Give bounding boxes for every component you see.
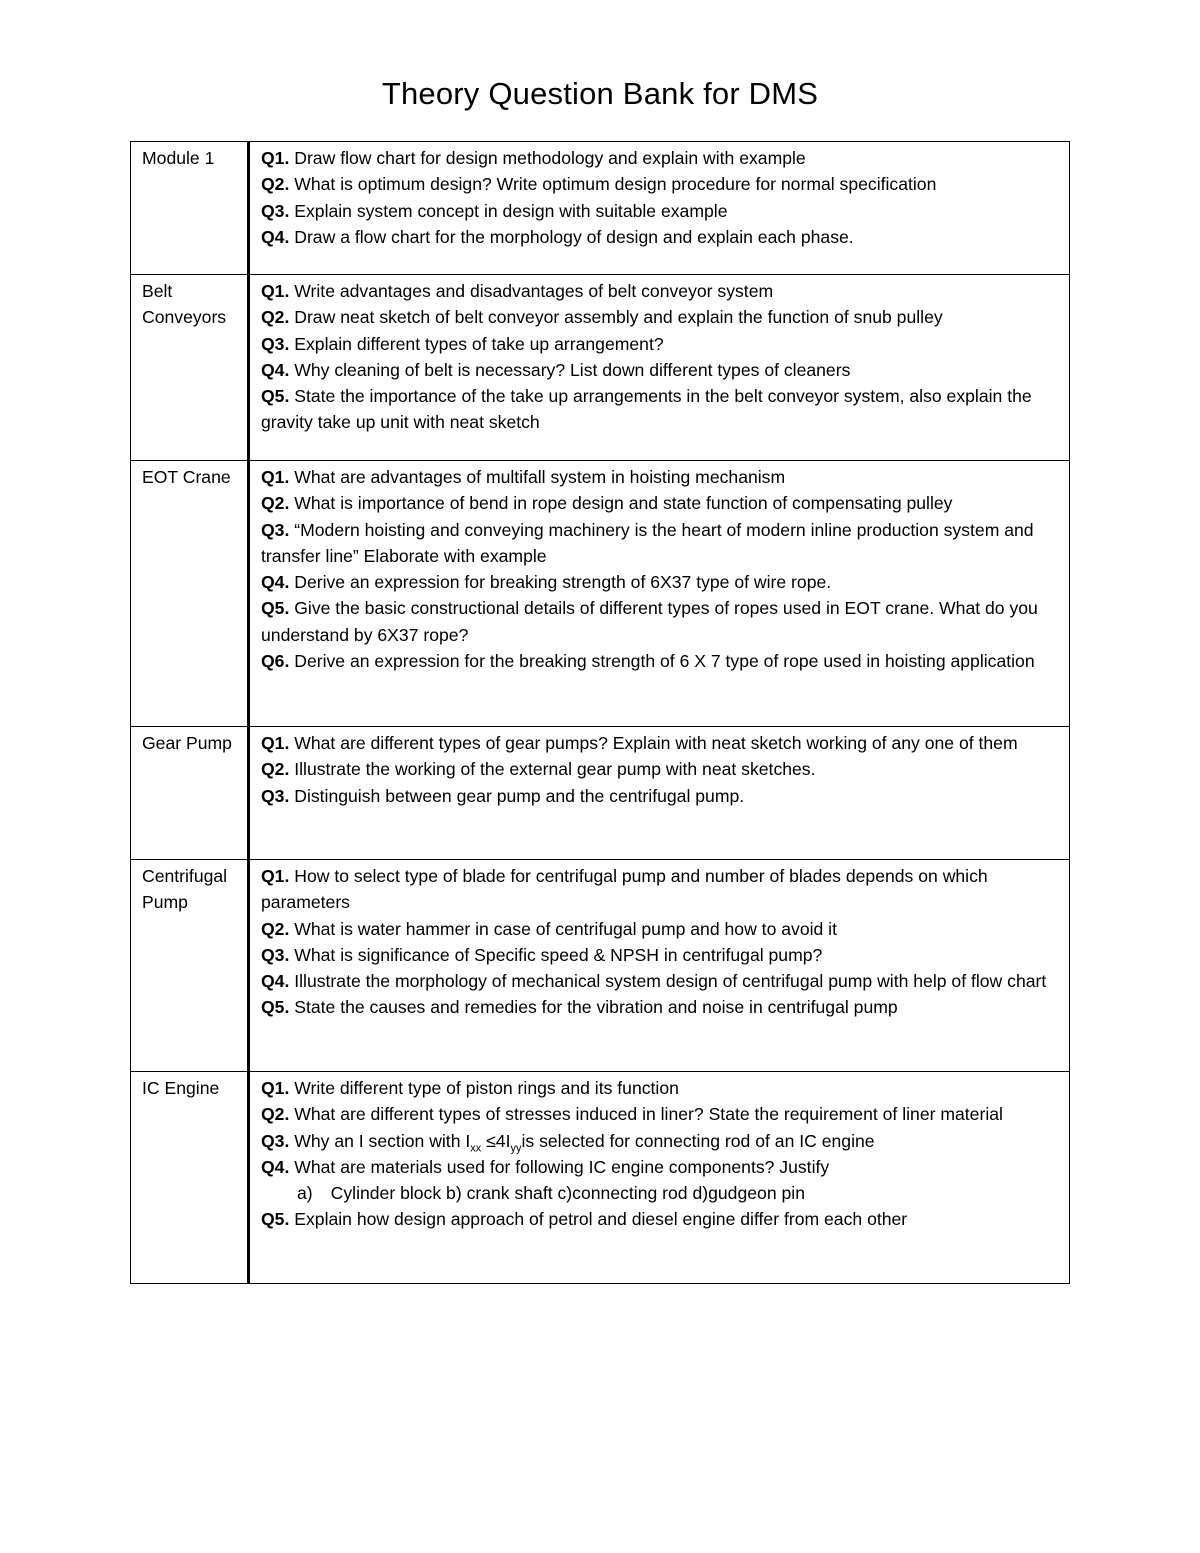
module-name: EOT Crane	[131, 461, 249, 727]
question-sub-options: a) Cylinder block b) crank shaft c)connecting rod d)gudgeon pin	[297, 1183, 805, 1204]
question-item: Q4. Derive an expression for breaking strength of 6X37 type of wire rope.	[261, 572, 832, 593]
question-item: Q3. What is significance of Specific speed & NPSH in centrifugal pump?	[261, 944, 823, 965]
question-item: Q4. What are materials used for following IC engine components? Justify	[261, 1156, 830, 1177]
question-item: Q3. “Modern hoisting and conveying machinery is the heart of modern inline production system and transfer line” Elaborate with example	[261, 519, 1034, 566]
questions-cell	[249, 727, 1070, 860]
question-item: Q5. State the causes and remedies for the vibration and noise in centrifugal pump	[261, 997, 898, 1018]
question-item: Q2. Illustrate the working of the external gear pump with neat sketches.	[261, 759, 816, 780]
question-item: Q1. How to select type of blade for centrifugal pump and number of blades depends on which parameters	[261, 866, 988, 913]
table-row	[131, 275, 1070, 461]
question-item: Q4. Draw a flow chart for the morphology of design and explain each phase.	[261, 226, 854, 247]
question-item: Q2. What is importance of bend in rope design and state function of compensating pulley	[261, 493, 953, 514]
question-item: Q5. Give the basic constructional details of different types of ropes used in EOT crane. What do you understand by 6X37 rope?	[261, 598, 1038, 645]
questions-cell	[249, 461, 1070, 727]
question-item: Q2. What is optimum design? Write optimum design procedure for normal specification	[261, 174, 937, 195]
question-item: Q3. Explain different types of take up arrangement?	[261, 333, 664, 354]
module-name: IC Engine	[131, 1072, 249, 1284]
question-item: Q1. Draw flow chart for design methodology and explain with example	[261, 148, 806, 168]
question-item: Q5. State the importance of the take up arrangements in the belt conveyor system, also explain the gravity take up unit with neat sketch	[261, 386, 1032, 433]
question-item: Q5. Explain how design approach of petrol and diesel engine differ from each other	[261, 1209, 908, 1230]
page-title: Theory Question Bank for DMS	[381, 76, 819, 111]
question-bank-table	[130, 141, 1070, 1284]
question-item: Q1. What are different types of gear pumps? Explain with neat sketch working of any one of them	[261, 733, 1018, 753]
question-item: Q2. What are different types of stresses induced in liner? State the requirement of liner material	[261, 1104, 1003, 1125]
question-item: Q6. Derive an expression for the breaking strength of 6 X 7 type of rope used in hoisting application	[261, 651, 1035, 672]
questions-cell	[249, 860, 1070, 1072]
question-item: Q3. Explain system concept in design with suitable example	[261, 200, 728, 221]
question-item: Q4. Why cleaning of belt is necessary? List down different types of cleaners	[261, 359, 851, 380]
module-name: Module 1	[131, 142, 249, 275]
question-item: Q3. Why an I section with $I_{xx} \le 4I_{yy}is$ selected for connecting rod of an IC engine	[261, 1130, 875, 1155]
question-item: Q2. Draw neat sketch of belt conveyor assembly and explain the function of snub pulley	[261, 307, 943, 328]
table-row	[131, 860, 1070, 1072]
questions-cell	[249, 1072, 1070, 1284]
question-item: Q1. Write advantages and disadvantages of belt conveyor system	[261, 281, 774, 301]
module-name: Centrifugal Pump	[131, 860, 249, 1072]
question-item: Q1. Write different type of piston rings and its function	[261, 1078, 679, 1098]
table-row	[131, 1072, 1070, 1284]
question-item: Q2. What is water hammer in case of centrifugal pump and how to avoid it	[261, 918, 837, 939]
table-row	[131, 727, 1070, 860]
questions-cell	[249, 142, 1070, 275]
question-item: Q4. Illustrate the morphology of mechanical system design of centrifugal pump with help of flow chart	[261, 971, 1047, 992]
table-row	[131, 142, 1070, 275]
questions-cell	[249, 275, 1070, 461]
module-name: Belt Conveyors	[131, 275, 249, 461]
question-item: Q1. What are advantages of multifall system in hoisting mechanism	[261, 467, 786, 487]
question-item: Q3. Distinguish between gear pump and the centrifugal pump.	[261, 785, 745, 806]
module-name: Gear Pump	[131, 727, 249, 860]
table-row	[131, 461, 1070, 727]
